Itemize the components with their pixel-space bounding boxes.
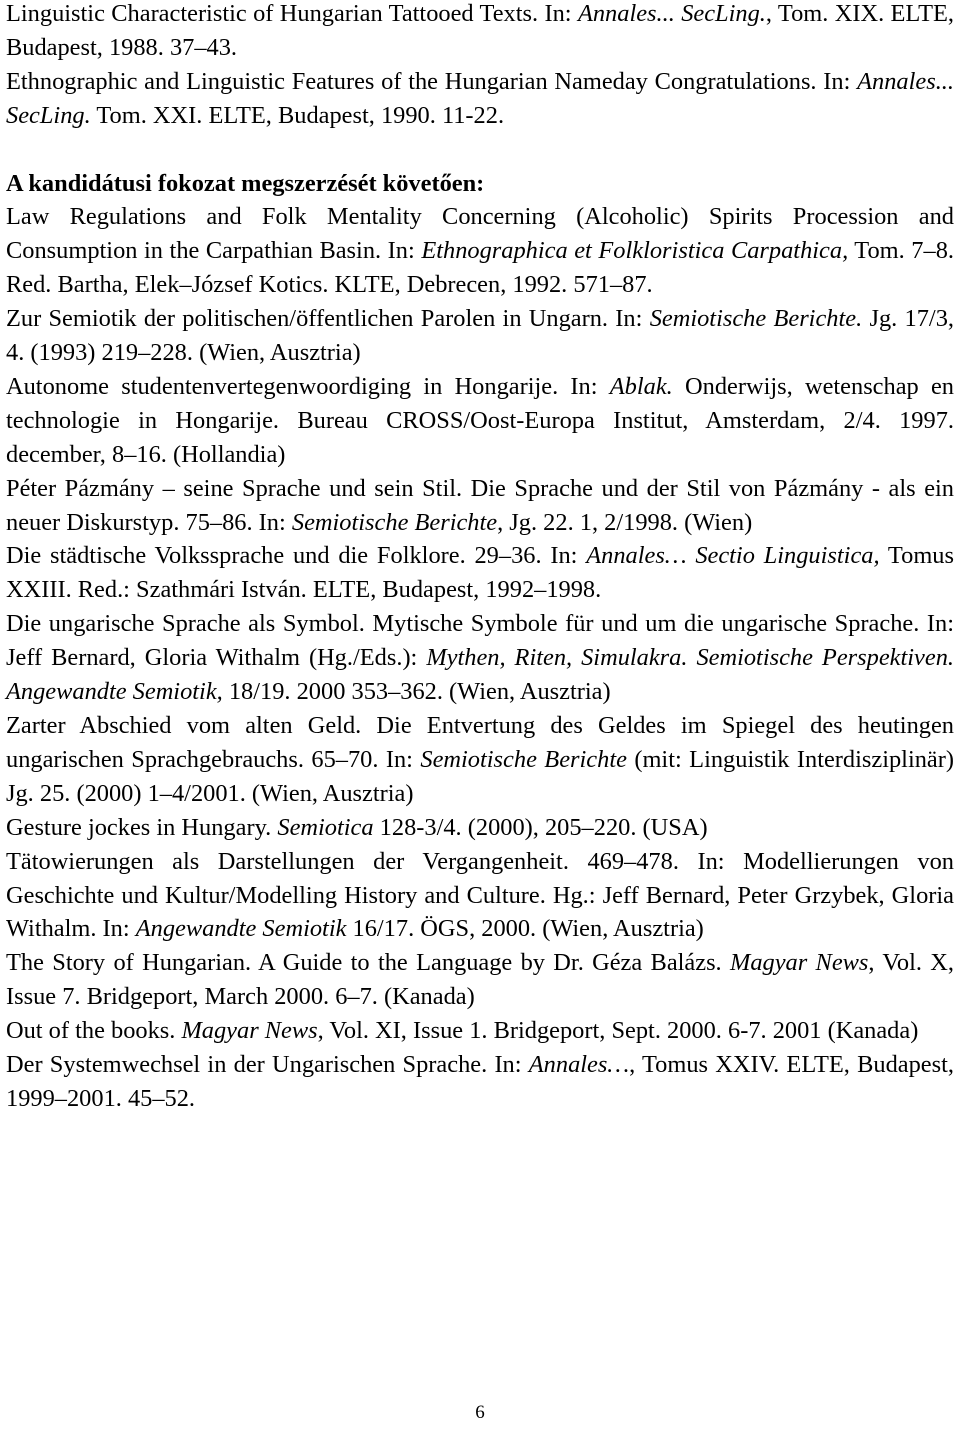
bibliography-entry: Law Regulations and Folk Mentality Concerning (Alcoholic) Spirits Procession and Consumption in the Carpathian Basin. In: Ethnographica et Folkloristica Carpathica, Tom. 7–8. Red. Bartha, Elek–József Kotics. KLTE, Debrecen, 1992. 571–87. bbox=[6, 203, 954, 299]
journal-title: Annales... SecLing. bbox=[6, 67, 954, 129]
bibliography-entry: The Story of Hungarian. A Guide to the Language by Dr. Géza Balázs. Magyar News, Vol. X, Issue 7. Bridgeport, March 2000. 6–7. (Kanada) bbox=[6, 949, 954, 1011]
document-page bbox=[6, 0, 954, 1116]
journal-title: Ethnographica et Folkloristica Carpathica, bbox=[421, 237, 849, 265]
bibliography-entry: Out of the books. Magyar News, Vol. XI, Issue 1. Bridgeport, Sept. 2000. 6-7. 2001 (Kanada) bbox=[6, 1017, 919, 1045]
journal-title: Annales… bbox=[528, 1051, 630, 1079]
bibliography-entry: Tätowierungen als Darstellungen der Vergangenheit. 469–478. In: Modellierungen von Geschichte und Kultur/Modelling History and Culture. Hg.: Jeff Bernard, Peter Grzybek, Gloria Withalm. In: Angewandte Semiotik 16/17. ÖGS, 2000. (Wien, Ausztria) bbox=[6, 847, 954, 943]
bibliography-entry: Zarter Abschied vom alten Geld. Die Entvertung des Geldes im Spiegel des heutingen ungarischen Sprachgebrauchs. 65–70. In: Semiotische Berichte (mit: Linguistik Interdisziplinär) Jg. 25. (2000) 1–4/2001. (Wien, Ausztria) bbox=[6, 712, 954, 807]
bibliography-entry: Zur Semiotik der politischen/öffentlichen Parolen in Ungarn. In: Semiotische Berichte. Jg. 17/3, 4. (1993) 219–228. (Wien, Ausztria) bbox=[6, 305, 954, 367]
journal-title: Annales… Sectio Linguistica, bbox=[586, 542, 880, 570]
bibliography-entry: Péter Pázmány – seine Sprache und sein Stil. Die Sprache und der Stil von Pázmány - als ein neuer Diskurstyp. 75–86. In: Semiotische Berichte, Jg. 22. 1, 2/1998. (Wien) bbox=[6, 474, 954, 536]
bibliography-entry: Autonome studentenvertegenwoordiging in Hongarije. In: Ablak. Onderwijs, wetenschap en technologie in Hongarije. Bureau CROSS/Oost-Europa Institut, Amsterdam, 2/4. 1997. december, 8–16. (Hollandia) bbox=[6, 372, 954, 468]
bibliography-entry: Linguistic Characteristic of Hungarian Tattooed Texts. In: Annales... SecLing., Tom. XIX. ELTE, Budapest, 1988. 37–43. bbox=[6, 0, 954, 61]
journal-title: Ablak. bbox=[609, 372, 673, 400]
section-heading: A kandidátusi fokozat megszerzését követően: bbox=[6, 169, 485, 197]
journal-title: Semiotische Berichte bbox=[420, 745, 627, 773]
bibliography-entry: Gesture jockes in Hungary. Semiotica 128-3/4. (2000), 205–220. (USA) bbox=[6, 813, 708, 841]
page-number: 6 bbox=[475, 1402, 485, 1423]
bibliography-entry: Ethnographic and Linguistic Features of the Hungarian Nameday Congratulations. In: Annales... SecLing. Tom. XXI. ELTE, Budapest, 1990. 11-22. bbox=[6, 67, 954, 129]
journal-title: Semiotische Berichte bbox=[291, 508, 498, 536]
journal-title: Magyar News bbox=[181, 1017, 318, 1045]
bibliography-entry: Die ungarische Sprache als Symbol. Mytische Symbole für und um die ungarische Sprache. In: Jeff Bernard, Gloria Withalm (Hg./Eds.): Mythen, Riten, Simulakra. Semiotische Perspektiven. Angewandte Semiotik, 18/19. 2000 353–362. (Wien, Ausztria) bbox=[6, 610, 954, 706]
bibliography-entry: Die städtische Volkssprache und die Folklore. 29–36. In: Annales… Sectio Linguistica, Tomus XXIII. Red.: Szathmári István. ELTE, Budapest, 1992–1998. bbox=[6, 542, 954, 604]
spacer bbox=[6, 133, 954, 167]
journal-title: Mythen, Riten, Simulakra. Semiotische Perspektiven. Angewandte Semiotik, bbox=[6, 644, 954, 706]
journal-title: Annales... SecLing. bbox=[577, 0, 766, 27]
journal-title: Angewandte Semiotik bbox=[135, 915, 347, 943]
journal-title: Magyar News bbox=[730, 949, 869, 977]
journal-title: Semiotica bbox=[277, 813, 374, 841]
journal-title: Semiotische Berichte. bbox=[649, 305, 863, 333]
bibliography-entry: Der Systemwechsel in der Ungarischen Sprache. In: Annales…, Tomus XXIV. ELTE, Budapest, 1999–2001. 45–52. bbox=[6, 1051, 954, 1112]
